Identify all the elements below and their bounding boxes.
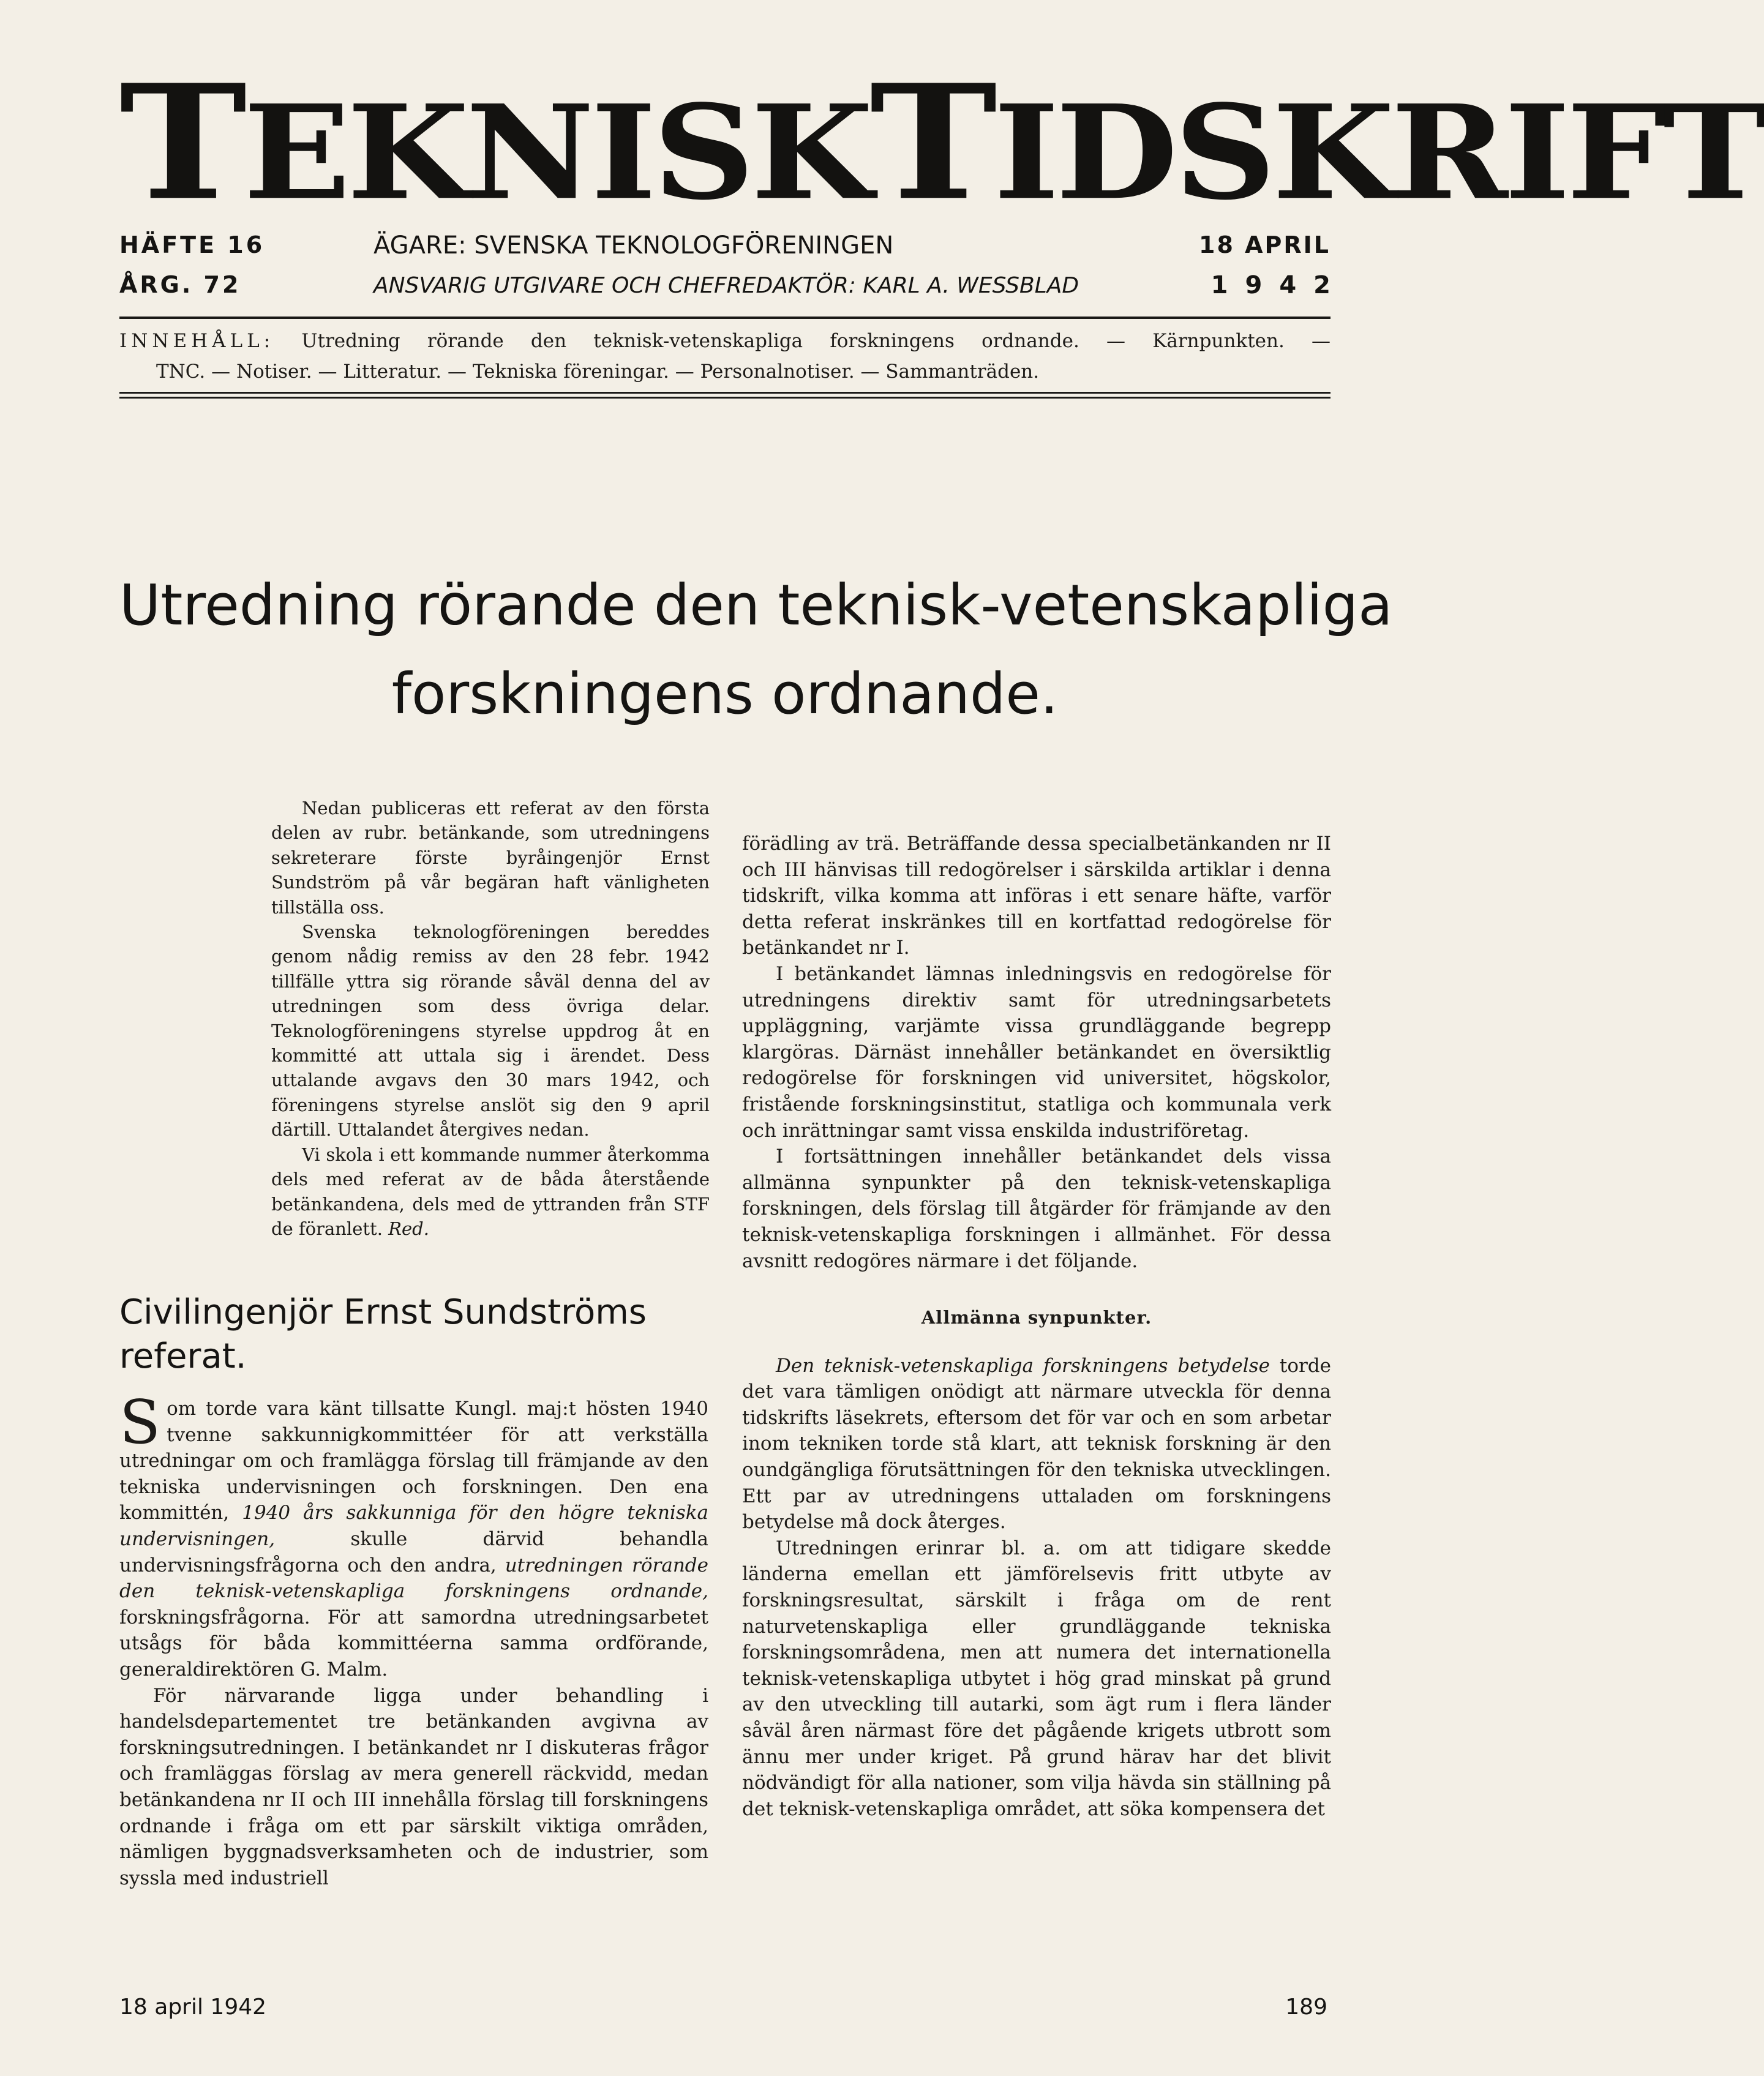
contents-label: INNEHÅLL:: [119, 330, 275, 352]
right-column: [742, 831, 1331, 1822]
page-number: 189: [1285, 1995, 1327, 2020]
table-of-contents: [119, 326, 1331, 387]
drop-cap: S: [119, 1388, 161, 1458]
subsection-heading: Allmänna synpunkter.: [921, 1307, 1152, 1328]
lead-paragraph-2: Svenska teknologföreningen bereddes genom nådig remiss av den 28 febr. 1942 tillfälle yttra sig rörande såväl denna del av utredningen som dess övriga delar. Teknologföreningens styrelse uppdrog åt en kommitté att uttala sig i ärendet. Dess uttalande avgavs den 30 mars 1942, och föreningens styrelse anslöt sig den 9 april därtill. Uttalandet återgives nedan.: [271, 921, 710, 1141]
volume-number: ÅRG. 72: [119, 271, 241, 298]
lead-paragraph-3: Vi skola i ett kommande nummer återkomma dels med referat av de båda återstående betänkandena, dels med de yttranden från STF de föranlett. Red.: [271, 1144, 710, 1239]
issue-date: 18 APRIL: [1199, 231, 1331, 258]
left-column: [119, 1388, 708, 1891]
editor-signature: Red.: [388, 1218, 429, 1239]
right-paragraph-3: I fortsättningen innehåller betänkandet dels vissa allmänna synpunkter på den teknisk-vetenskapliga forskningen, dels förslag till åtgärder för främjande av den teknisk-vetenskapliga forskningen i allmänhet. För dessa avsnitt redogöres närmare i det följande.: [742, 1145, 1331, 1272]
issue-year: 1942: [1210, 271, 1348, 299]
owner-line: ÄGARE: SVENSKA TEKNOLOGFÖRENINGEN: [373, 231, 894, 260]
footer-date: 18 april 1942: [119, 1995, 267, 2020]
left-paragraph-1: Som torde vara känt tillsatte Kungl. maj:t hösten 1940 tvenne sakkunnigkommittéer för att verkställa utredningar om och framlägga förslag till främjande av den tekniska undervisningen och forskningen. Den ena kommittén, 1940 års sakkunniga för den högre tekniska undervisningen, skulle därvid behandla undervisningsfrågorna och den andra, utredningen rörande den teknisk-vetenskapliga forskningens ordnande, forskningsfrågorna. För att samordna utredningsarbetet utsågs för båda kommittéerna samma ordförande, generaldirektören G. Malm.: [119, 1388, 708, 1681]
right-paragraph-1: förädling av trä. Beträffande dessa specialbetänkanden nr II och III hänvisas till redogörelser i särskilda artiklar i denna tidskrift, vilka komma att införas i ett senare häfte, varför detta referat inskränkes till en kortfattad redogörelse för betänkandet nr I.: [742, 833, 1331, 959]
contents-line-1: Utredning rörande den teknisk-vetenskapliga forskningens ordnande. — Kärnpunkten. —: [301, 330, 1331, 352]
masthead-word-1: EKNISK: [243, 77, 870, 229]
issue-number: HÄFTE 16: [119, 231, 265, 258]
masthead-initial-2: T: [869, 50, 994, 236]
header-rule-top: [119, 317, 1331, 319]
lead-paragraph-1: Nedan publiceras ett referat av den första delen av rubr. betänkande, som utredningens sekreterare förste byråingenjör Ernst Sundström på vår begäran haft vänligheten tillställa oss.: [271, 798, 710, 918]
right-paragraph-2: I betänkandet lämnas inledningsvis en redogörelse för utredningens direktiv samt för utredningsarbetets uppläggning, varjämte vissa grundläggande begrepp klargöras. Därnäst innehåller betänkandet en översiktlig redogörelse för forskningen vid universitet, högskolor, fristående forskningsinstitut, statliga och kommunala verk och inrättningar samt vissa enskilda industriföretag.: [742, 962, 1331, 1142]
editor-line: ANSVARIG UTGIVARE OCH CHEFREDAKTÖR: KARL A. WESSBLAD: [373, 273, 1079, 298]
masthead-initial-1: T: [119, 50, 244, 236]
left-paragraph-2: För närvarande ligga under behandling i handelsdepartementet tre betänkanden avgivna av forskningsutredningen. I betänkandet nr I diskuteras frågor och framläggas förslag av mera generell räckvidd, medan betänkandena nr II och III innehålla förslag till forskningens ordnande i fråga om ett par särskilt viktiga områden, nämligen byggnadsverksamheten och de industrier, som syssla med industriell: [119, 1684, 708, 1889]
editorial-lead: [271, 796, 710, 1241]
contents-line-2: TNC. — Notiser. — Litteratur. — Tekniska föreningar. — Personalnotiser. — Sammanträden.: [156, 361, 1040, 383]
section-heading-line-1: Civilingenjör Ernst Sundströms: [119, 1292, 647, 1332]
masthead-title: [119, 50, 1764, 236]
section-heading: [119, 1291, 647, 1379]
article-headline-line-1: Utredning rörande den teknisk-vetenskapliga: [119, 572, 1393, 638]
right-paragraph-4: Den teknisk-vetenskapliga forskningens betydelse torde det vara tämligen onödigt att närmare utveckla för denna tidskrifts läsekrets, eftersom det för var och en som arbetar inom tekniken torde stå klart, att teknisk forskning är den oundgängliga förutsättningen för den tekniska utvecklingen. Ett par av utredningens uttaladen om forskningens betydelse må dock återges.: [742, 1354, 1331, 1534]
header-rule-bottom: [119, 392, 1331, 394]
masthead-word-2: IDSKRIFT: [993, 77, 1764, 229]
right-paragraph-5: Utredningen erinrar bl. a. om att tidigare skedde länderna emellan ett jämförelsevis fritt utbyte av forskningsresultat, särskilt i fråga om de rent naturvetenskapliga eller grundläggande tekniska forskningsområdena, men att numera det internationella teknisk-vetenskapliga utbytet i hög grad minskat på grund av den utveckling till autarki, som ägt rum i flera länder såväl åren närmast före det pågående krigets utbrott som ännu mer under kriget. På grund härav har det blivit nödvändigt för alla nationer, som vilja hävda sin ställning på det teknisk-vetenskapliga området, att söka kompensera det: [742, 1537, 1331, 1820]
article-headline-line-2: forskningens ordnande.: [391, 661, 1059, 727]
header-rule-bottom-2: [119, 397, 1331, 399]
section-heading-line-2: referat.: [119, 1336, 247, 1376]
